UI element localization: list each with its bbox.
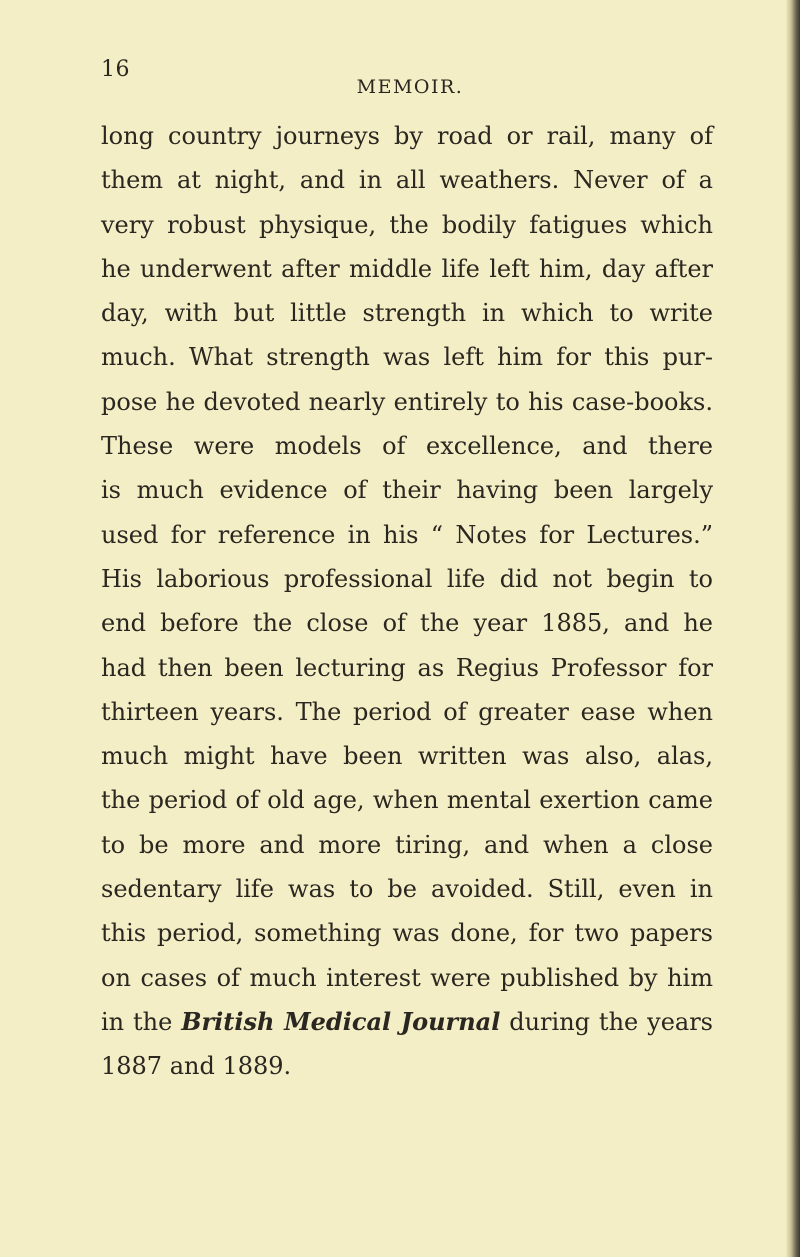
text-line: he underwent after middle life left him, day after <box>101 254 713 283</box>
text-line-final: 1887 and 1889. <box>101 1052 292 1081</box>
text-line: end before the close of the year 1885, and he <box>101 609 713 638</box>
journal-title: British Medical Journal <box>181 1006 501 1036</box>
text-line: the period of old age, when mental exertion came <box>101 786 713 815</box>
text-line: much might have been written was also, alas, <box>101 742 713 771</box>
text-line: to be more and more tiring, and when a close <box>101 830 713 859</box>
text-line: sedentary life was to be avoided. Still, even in <box>101 875 713 904</box>
body-paragraph <box>101 118 713 1093</box>
text-line: used for reference in his “ Notes for Lectures.” <box>101 520 713 549</box>
page-number: 16 <box>101 57 130 82</box>
text-line: them at night, and in all weathers. Never of a <box>101 166 713 195</box>
text-line: long country journeys by road or rail, many of <box>101 122 713 150</box>
text-line: day, with but little strength in which to write <box>101 299 713 328</box>
text-segment: in the <box>101 1007 182 1036</box>
text-line: this period, something was done, for two papers <box>101 919 713 948</box>
text-line-with-journal-title <box>101 1004 713 1048</box>
text-line: pose he devoted nearly entirely to his case-books. <box>101 387 713 416</box>
text-line: on cases of much interest were published by him <box>101 963 713 992</box>
text-segment: during the years <box>500 1007 713 1036</box>
running-head-text: MEMOIR. <box>356 76 464 98</box>
text-line: very robust physique, the bodily fatigues which <box>101 210 713 239</box>
text-line: His laborious professional life did not begin to <box>101 564 713 593</box>
text-line: had then been lecturing as Regius Professor for <box>101 653 713 682</box>
page-edge-shadow <box>786 0 800 1257</box>
running-head <box>0 78 800 97</box>
text-line: thirteen years. The period of greater ease when <box>101 697 713 726</box>
text-line: is much evidence of their having been largely <box>101 476 713 505</box>
text-line: much. What strength was left him for this pur- <box>101 343 713 372</box>
text-line: These were models of excellence, and there <box>101 432 713 461</box>
